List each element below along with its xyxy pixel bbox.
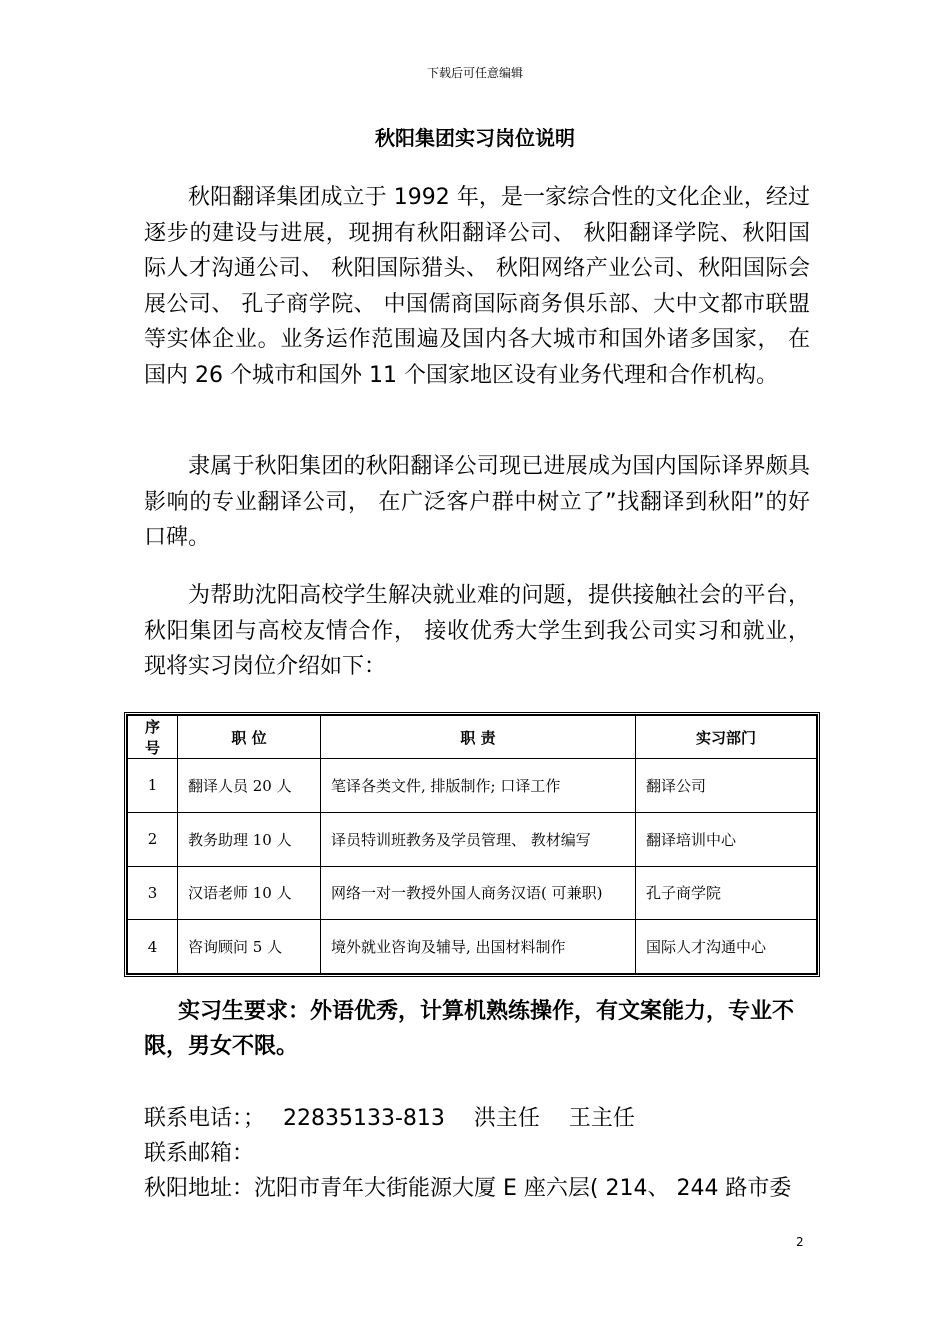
internship-paragraph: 为帮助沈阳高校学生解决就业难的问题，提供接触社会的平台，秋阳集团与高校友情合作， 接收优秀大学生到我公司实习和就业，现将实习岗位介绍如下： [144, 583, 810, 679]
header-duties: 职 责 [321, 716, 636, 759]
cell-index: 3 [128, 866, 178, 920]
table-row [128, 812, 817, 866]
document-title: 秋阳集团实习岗位说明 [375, 126, 575, 150]
header-department: 实习部门 [636, 716, 817, 759]
cell-duties: 网络一对一教授外国人商务汉语( 可兼职) [321, 866, 636, 920]
cell-index: 1 [128, 759, 178, 813]
header-index: 序号 [128, 716, 178, 759]
cell-duties: 译员特训班教务及学员管理、 教材编写 [321, 812, 636, 866]
intro-paragraph: 秋阳翻译集团成立于 1992 年，是一家综合性的文化企业，经过逐步的建设与进展，现拥有秋阳翻译公司、 秋阳翻译学院、秋阳国际人才沟通公司、 秋阳国际猎头、 秋阳网络产业公司、秋阳国际会展公司、 孔子商学院、 中国儒商国际商务俱乐部、大中文都市联盟等实体企业。业务运作范围遍及国内各大城市和国外诸多国家， 在国内 26 个城市和国外 11 个国家地区设有业务代理和合作机构。 [144, 185, 810, 388]
page-header-note: 下载后可任意编辑 [426, 66, 523, 80]
cell-department: 翻译培训中心 [636, 812, 817, 866]
contact-phone: 联系电话：； 22835133-813 洪主任 王主任 [144, 1106, 635, 1131]
cell-duties: 境外就业咨询及辅导, 出国材料制作 [321, 920, 636, 974]
table-header-row [128, 716, 817, 759]
cell-department: 翻译公司 [636, 759, 817, 813]
company-paragraph: 隶属于秋阳集团的秋阳翻译公司现已进展成为国内国际译界颇具影响的专业翻译公司， 在广泛客户群中树立了”找翻译到秋阳”的好口碑。 [144, 454, 810, 550]
positions-table [127, 715, 817, 974]
positions-table-frame [124, 712, 820, 977]
table-row [128, 866, 817, 920]
header-position: 职 位 [178, 716, 321, 759]
cell-department: 国际人才沟通中心 [636, 920, 817, 974]
cell-position: 翻译人员 20 人 [178, 759, 321, 813]
cell-index: 2 [128, 812, 178, 866]
cell-index: 4 [128, 920, 178, 974]
page-number: 2 [796, 1235, 804, 1249]
contact-email: 联系邮箱： [144, 1141, 255, 1166]
cell-position: 教务助理 10 人 [178, 812, 321, 866]
table-row [128, 759, 817, 813]
cell-position: 汉语老师 10 人 [178, 866, 321, 920]
cell-position: 咨询顾问 5 人 [178, 920, 321, 974]
table-row [128, 920, 817, 974]
cell-department: 孔子商学院 [636, 866, 817, 920]
contact-address: 秋阳地址：沈阳市青年大街能源大厦 E 座六层( 214、 244 路市委 [144, 1176, 792, 1201]
requirements-text: 实习生要求：外语优秀，计算机熟练操作，有文案能力，专业不限，男女不限。 [144, 999, 795, 1059]
cell-duties: 笔译各类文件, 排版制作; 口译工作 [321, 759, 636, 813]
